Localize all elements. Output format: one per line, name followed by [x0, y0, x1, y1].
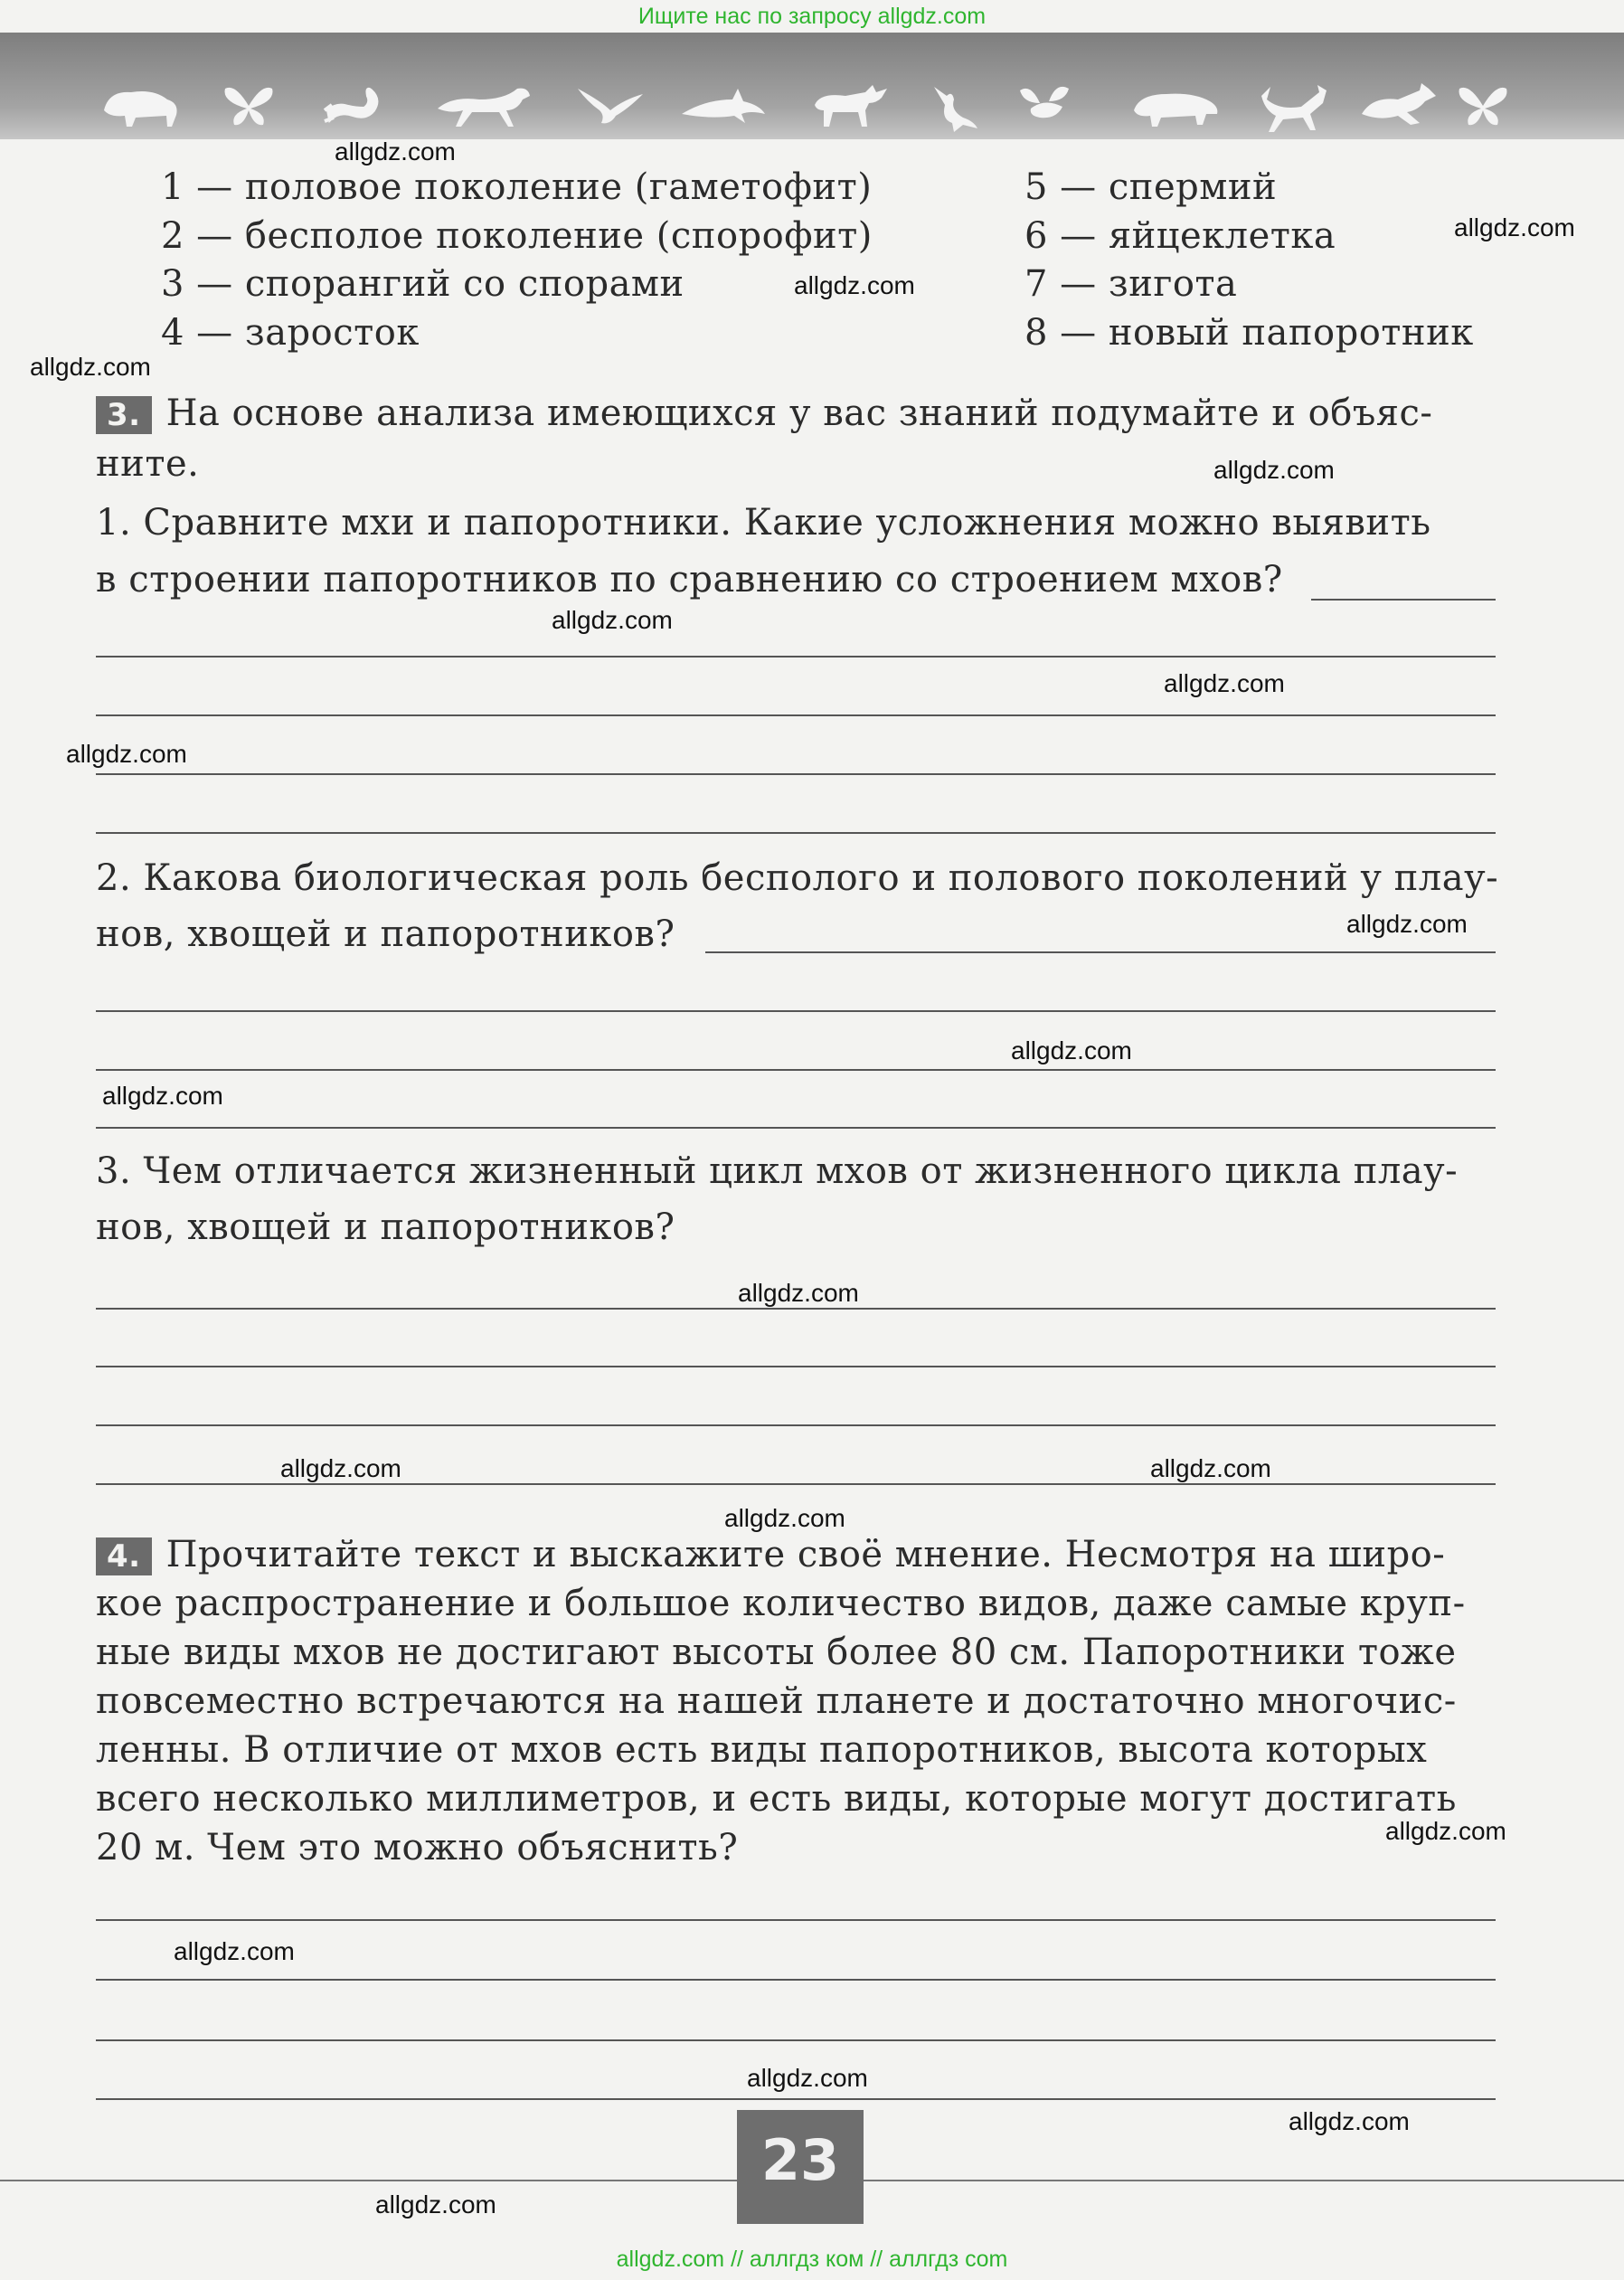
top-site-link[interactable]: Ищите нас по запросу allgdz.com [637, 4, 987, 29]
answer-line[interactable] [96, 773, 1496, 775]
bee-icon [1013, 83, 1076, 128]
heron-icon [927, 83, 981, 133]
watermark: allgdz.com [1164, 669, 1285, 697]
watermark: allgdz.com [794, 271, 915, 299]
watermark: allgdz.com [30, 353, 151, 381]
hare-icon [1356, 83, 1438, 128]
dolphin-icon [678, 83, 769, 128]
task4-line: ные виды мхов не достигают высоты более 80 см. Папоротники тоже [96, 1632, 1457, 1673]
answer-line[interactable] [96, 1424, 1496, 1426]
watermark: allgdz.com [724, 1504, 845, 1532]
question-1: 1. Сравните мхи и папоротники. Какие усложнения можно выявить [96, 502, 1431, 544]
bison-icon [99, 83, 181, 128]
legend-item: 7 — зигота [1024, 263, 1238, 305]
task4-line: кое распространение и большое количество видов, даже самые круп- [96, 1583, 1466, 1624]
legend-item: 5 — спермий [1024, 166, 1278, 208]
answer-line[interactable] [96, 2098, 1496, 2100]
watermark: allgdz.com [747, 2064, 868, 2092]
header-banner [0, 33, 1624, 139]
legend-item: 8 — новый папоротник [1024, 312, 1474, 354]
legend-item: 2 — бесполое поколение (спорофит) [161, 215, 873, 257]
scorpion-icon [321, 83, 384, 128]
question-3-cont: нов, хвощей и папоротников? [96, 1206, 675, 1248]
watermark: allgdz.com [552, 606, 673, 634]
answer-line[interactable] [96, 714, 1496, 716]
legend-item: 4 — заросток [161, 312, 420, 354]
boar-icon [1130, 83, 1221, 128]
question-2: 2. Какова биологическая роль бесполого и полового поколений у плау- [96, 857, 1499, 899]
question-1-cont: в строении папоротников по сравнению со строением мхов? [96, 559, 1283, 601]
page-number: 23 [760, 2127, 840, 2193]
butterfly-icon [1456, 83, 1510, 128]
task4-line: ленны. В отличие от мхов есть виды папоротников, высота которых [96, 1729, 1428, 1771]
answer-line[interactable] [705, 951, 1496, 953]
task-number-badge: 4. [96, 1537, 152, 1575]
watermark: allgdz.com [1385, 1817, 1506, 1845]
question-3: 3. Чем отличается жизненный цикл мхов от жизненного цикла плау- [96, 1150, 1459, 1192]
task3-intro-cont: ните. [96, 443, 200, 485]
watermark: allgdz.com [280, 1454, 401, 1482]
butterfly-icon [222, 83, 276, 128]
answer-line[interactable] [96, 1919, 1496, 1921]
question-2-cont: нов, хвощей и папоротников? [96, 913, 675, 955]
watermark: allgdz.com [102, 1082, 223, 1110]
task-number-badge: 3. [96, 396, 152, 434]
answer-line[interactable] [96, 1308, 1496, 1310]
horse-icon [434, 83, 533, 128]
answer-line[interactable] [1311, 599, 1496, 601]
moose-icon [809, 83, 891, 128]
watermark: allgdz.com [66, 740, 187, 768]
answer-line[interactable] [96, 1366, 1496, 1367]
answer-line[interactable] [96, 832, 1496, 834]
task3-intro-text: На основе анализа имеющихся у вас знаний подумайте и объяс- [165, 393, 1433, 434]
watermark: allgdz.com [375, 2190, 496, 2219]
task4-text: Прочитайте текст и выскажите своё мнение. Несмотря на широ- [165, 1534, 1446, 1575]
watermark: allgdz.com [738, 1279, 859, 1307]
task4-line: 20 м. Чем это можно объяснить? [96, 1827, 739, 1868]
task3-intro [96, 389, 1432, 438]
antelope-icon [1252, 83, 1334, 133]
legend-item: 6 — яйцеклетка [1024, 215, 1336, 257]
banner-icons [99, 83, 1510, 137]
watermark: allgdz.com [1346, 910, 1468, 938]
legend-item: 1 — половое поколение (гаметофит) [161, 166, 873, 208]
watermark: allgdz.com [1213, 456, 1335, 484]
watermark: allgdz.com [174, 1937, 295, 1965]
watermark: allgdz.com [335, 137, 456, 166]
answer-line[interactable] [96, 2039, 1496, 2041]
task4-line [96, 1530, 1445, 1579]
answer-line[interactable] [96, 1979, 1496, 1981]
answer-line[interactable] [96, 656, 1496, 658]
watermark: allgdz.com [1289, 2107, 1410, 2135]
answer-line[interactable] [96, 1127, 1496, 1129]
task4-line: повсеместно встречаются на нашей планете и достаточно многочис- [96, 1680, 1457, 1722]
footer-links[interactable]: allgdz.com // аллгдз ком // аллгдз com [616, 2247, 1008, 2272]
watermark: allgdz.com [1454, 213, 1575, 241]
bird-icon [574, 83, 647, 128]
answer-line[interactable] [96, 1483, 1496, 1485]
answer-line[interactable] [96, 1010, 1496, 1012]
task4-line: всего несколько миллиметров, и есть виды, которые могут достигать [96, 1778, 1457, 1820]
watermark: allgdz.com [1011, 1036, 1132, 1064]
watermark: allgdz.com [1150, 1454, 1271, 1482]
answer-line[interactable] [96, 1069, 1496, 1071]
legend-item: 3 — спорангий со спорами [161, 263, 685, 305]
